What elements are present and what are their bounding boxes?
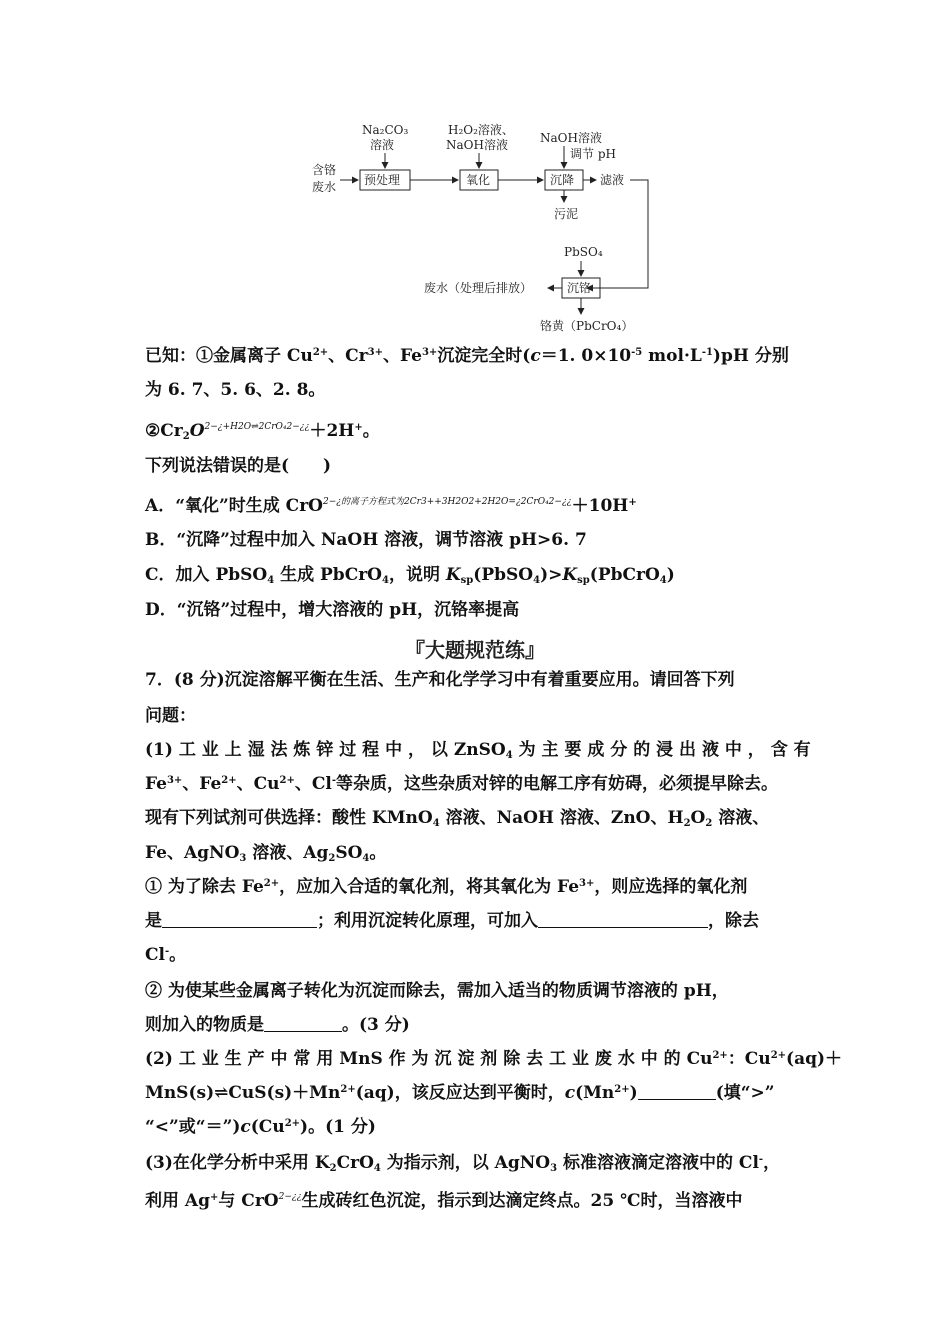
na2co3-label: Na₂CO₃ xyxy=(362,123,409,137)
q7-line-11: 则加入的物质是 。(3 分) xyxy=(145,1015,410,1035)
chrome-precip-label: 沉铬 xyxy=(567,281,592,295)
q7-line-4: $Fe^{3+}$、$Fe^{2+}$、$Cu^{2+}$、Cl-等杂质，这些杂质对锌的电解工序有妨碍，必须提早除去。 xyxy=(145,774,779,794)
settle-label: 沉降 xyxy=(550,173,575,187)
q7-line-3: (1) 工 业 上 湿 法 炼 锌 过 程 中 ， 以 ZnSO$_4$ 为 主 要 成 分 的 浸 出 液 中 ， 含 有 xyxy=(145,740,811,761)
waste-out-label: 废水（处理后排放） xyxy=(424,281,533,295)
q7-line-10: ② 为使某些金属离子转化为沉淀而除去，需加入适当的物质调节溶液的 pH， xyxy=(145,981,729,1001)
naoh-label-2: NaOH溶液 xyxy=(540,131,602,145)
na2co3-solution-label: 溶液 xyxy=(370,138,395,152)
q7-line-14: “<”或“$=”)c(Cu^{2+})$。(1 分) xyxy=(145,1117,376,1137)
q7-line-13: $MnS(s)\rightleftharpoons CuS(s)+Mn^{2+}(aq)$，该反应达到平衡时，$c(Mn^{2+})$ (填“>” xyxy=(145,1083,775,1103)
feed-label-top: 含铬 xyxy=(312,163,337,177)
pretreat-label: 预处理 xyxy=(364,173,401,187)
q7-line-9: Cl-。 xyxy=(145,945,187,965)
section-title: 『大题规范练』 xyxy=(405,638,545,662)
q7-line-16: 利用 Ag+与 CrO$^{2-¿¿}$生成砖红色沉淀，指示到达滴定终点。25 ℃时，当溶液中 xyxy=(145,1191,743,1211)
sludge-label: 污泥 xyxy=(554,207,579,221)
answer-blank-ph-reagent[interactable] xyxy=(264,1015,342,1032)
oxidize-label: 氧化 xyxy=(466,173,491,187)
q7-line-6: Fe、AgNO$_3$ 溶液、$Ag_2SO_4$。 xyxy=(145,843,387,864)
q7-line-8: 是 ；利用沉淀转化原理，可加入 ，除去 xyxy=(145,911,759,931)
option-d: D．“沉铬”过程中，增大溶液的 pH，沉铬率提高 xyxy=(145,600,520,620)
feed-label-bottom: 废水 xyxy=(312,180,337,194)
question-stem: 下列说法错误的是( ) xyxy=(145,456,332,476)
chrome-yellow-label: 铬黄（PbCrO₄） xyxy=(540,319,634,333)
process-flowchart xyxy=(300,118,660,340)
option-a: A．“氧化”时生成 CrO$^{2-¿的离子方程式为2Cr3++3H2O2+2H2O=¿2CrO_42-¿¿}$＋10H+ xyxy=(145,496,637,516)
answer-blank-precipitant[interactable] xyxy=(538,911,708,928)
option-b: B．“沉降”过程中加入 NaOH 溶液，调节溶液 pH>6. 7 xyxy=(145,530,587,550)
adjust-ph-label: 调节 pH xyxy=(570,147,616,161)
pbso4-label: PbSO₄ xyxy=(564,245,603,259)
answer-blank-compare[interactable] xyxy=(638,1083,716,1100)
q7-line-7: ① 为了除去 $Fe^{2+}$，应加入合适的氧化剂，将其氧化为 $Fe^{3+}$，则应选择的氧化剂 xyxy=(145,877,748,897)
answer-blank-oxidant[interactable] xyxy=(162,911,317,928)
q7-line-2: 问题： xyxy=(145,706,196,726)
q7-line-1: 7．(8 分)沉淀溶解平衡在生活、生产和化学学习中有着重要应用。请回答下列 xyxy=(145,670,735,690)
q7-line-12: (2) 工 业 生 产 中 常 用 MnS 作 为 沉 淀 剂 除 去 工 业 废 水 中 的 $Cu^{2+}$：$Cu^{2+}(aq)+$ xyxy=(145,1049,843,1069)
h2o2-label: H₂O₂溶液、 xyxy=(448,123,514,137)
option-c: C．加入 PbSO$_4$ 生成 PbCrO$_4$，说明 $K_{sp}(PbSO_4)>K_{sp}(PbCrO_4)$ xyxy=(145,565,675,586)
q7-line-15: (3)在化学分析中采用 $K_2CrO_4$ 为指示剂，以 AgNO$_3$ 标准溶液滴定溶液中的 Cl-， xyxy=(145,1153,781,1174)
arrow-filtrate-loop xyxy=(587,180,648,288)
filtrate-label: 滤液 xyxy=(600,173,625,187)
known-line-1: 已知：①金属离子 $Cu^{2+}$、$Cr^{3+}$、$Fe^{3+}$沉淀完全时(c＝1. $0\times 10^{-5}$ $mol\cdot L^{-1})pH$ 分别 xyxy=(145,346,789,366)
known-line-2: 为 6. 7、5. 6、2. 8。 xyxy=(145,380,326,400)
known-equation: $②Cr_2O^{2-¿+H2O\rightleftharpoons 2CrO_42-¿¿}+2H^+$。 xyxy=(145,421,380,442)
naoh-label-1: NaOH溶液 xyxy=(446,138,508,152)
q7-line-5: 现有下列试剂可供选择：酸性 KMnO$_4$ 溶液、NaOH 溶液、ZnO、$H_2O_2$ 溶液、 xyxy=(145,808,770,829)
